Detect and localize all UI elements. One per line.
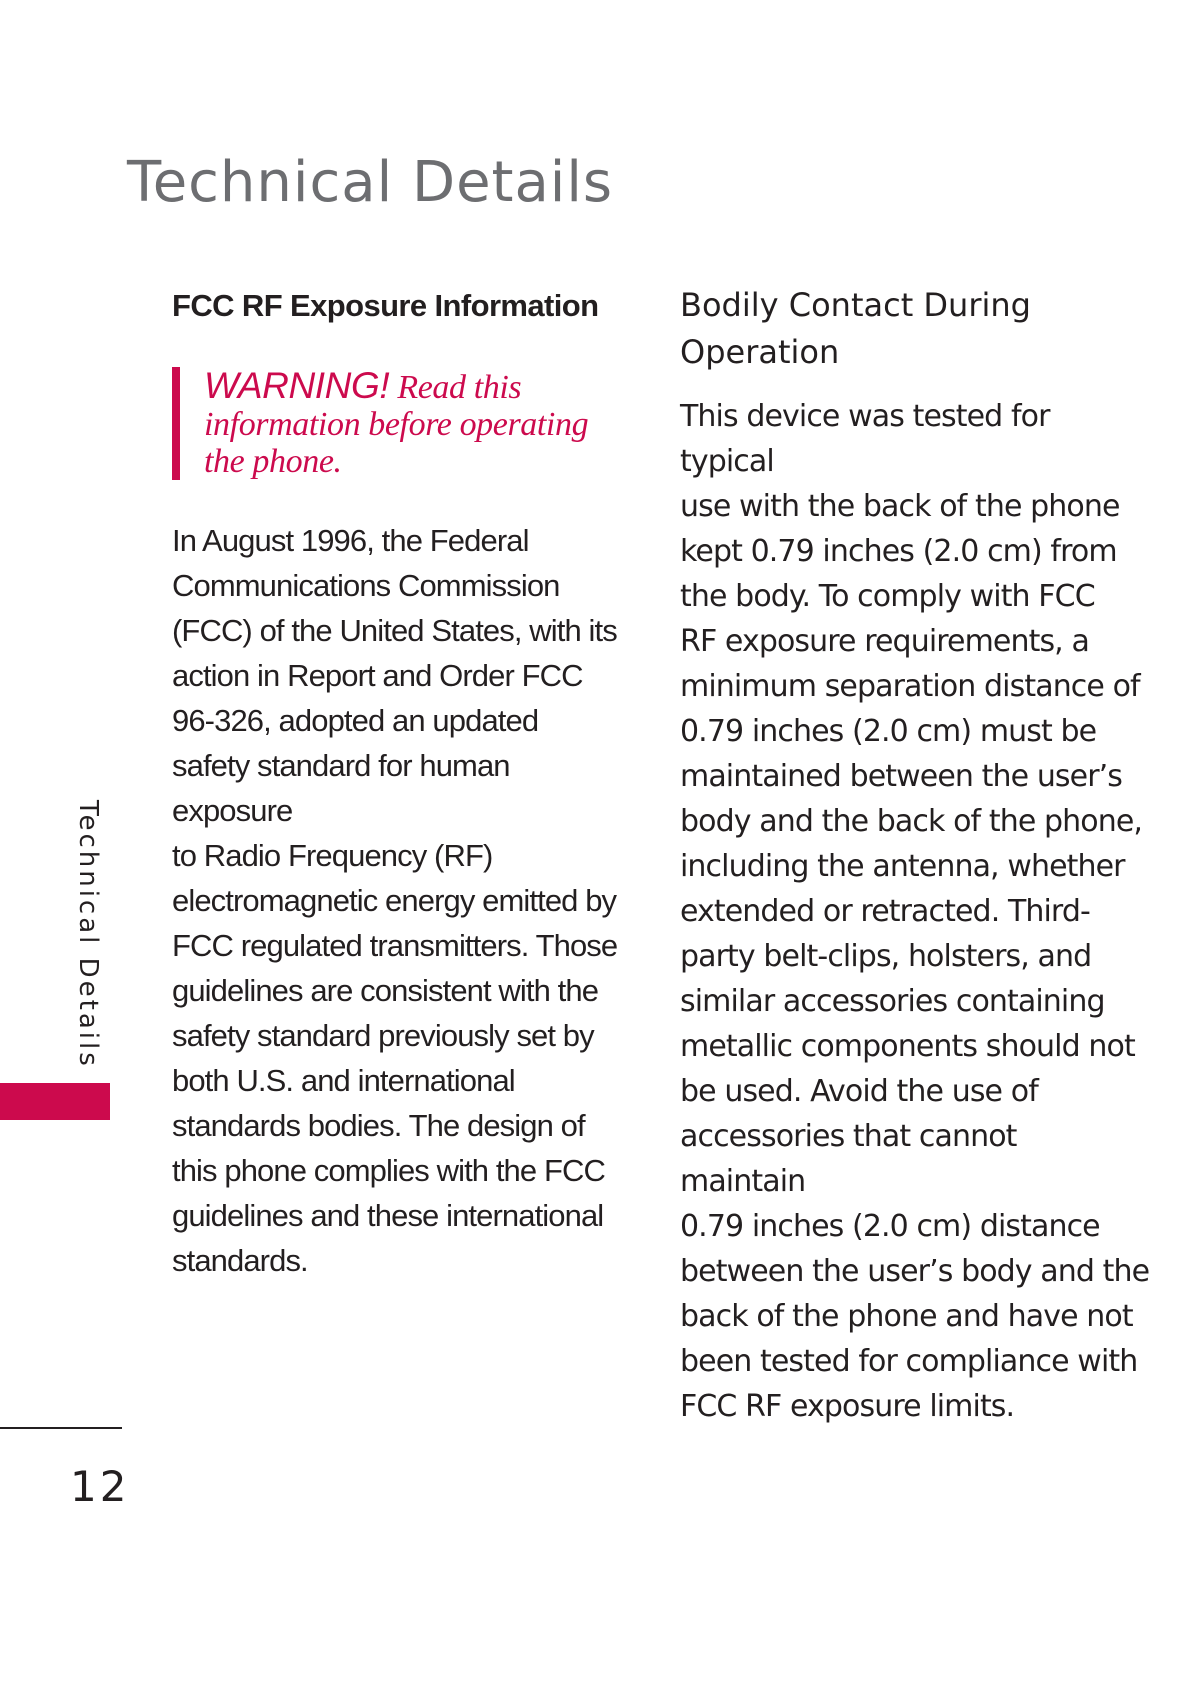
warning-text: Read this information before operating the phone.: [204, 369, 589, 480]
right-column: [680, 282, 1150, 1429]
side-tab-label: Technical Details: [73, 800, 103, 1069]
footer-divider: [0, 1427, 122, 1429]
warning-label: WARNING!: [204, 365, 390, 406]
bodily-contact-body-text: This device was tested for typical use with the back of the phone kept 0.79 inches (2.0 cm) from the body. To comply with FCC RF exposure requirements, a minimum separation distance of 0.79 inches (2.0 cm) must be maintained between the user’s body and the back of the phone, including the antenna, whether extended or retracted. Third- party belt-clips, holsters, and similar accessories containing metallic components should not be used. Avoid the use of accessories that cannot maintain 0.79 inches (2.0 cm) distance between the user’s body and the back of the phone and have not been tested for compliance with FCC RF exposure limits.: [680, 399, 1150, 1424]
left-column: [172, 282, 632, 1283]
fcc-rf-body-text: In August 1996, the Federal Communications Commission (FCC) of the United States, with its action in Report and Order FCC 96-326, adopted an updated safety standard for human exposure to Radio Frequency (RF) electromagnetic energy emitted by FCC regulated transmitters. Those guidelines are consistent with the safety standard previously set by both U.S. and international standards bodies. The design of this phone complies with the FCC guidelines and these international standards.: [172, 523, 618, 1278]
page-title: Technical Details: [127, 150, 614, 215]
section-heading-bodily-contact: [680, 282, 1150, 376]
page-number: 12: [70, 1462, 130, 1511]
side-tab-marker: [0, 1083, 110, 1120]
section-heading-fcc-rf-exposure: FCC RF Exposure Information: [172, 288, 599, 323]
heading-line-2: Operation: [680, 333, 840, 371]
heading-line-1: Bodily Contact During: [680, 286, 1031, 324]
warning-callout: [172, 367, 632, 480]
